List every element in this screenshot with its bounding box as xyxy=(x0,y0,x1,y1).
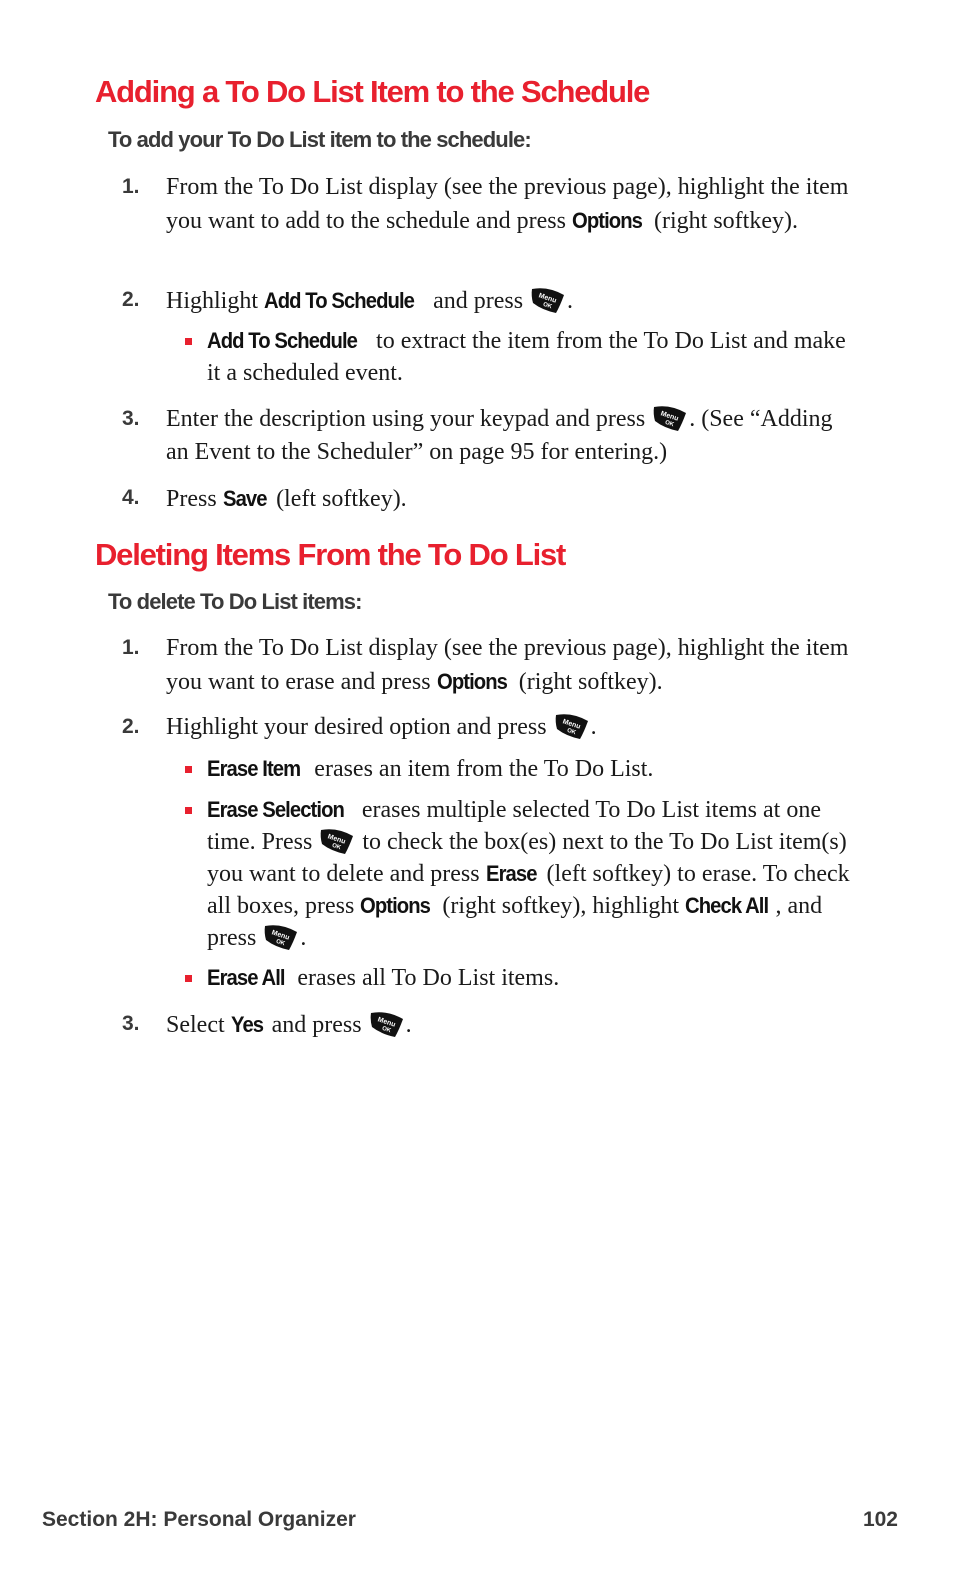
menu-ok-key-icon xyxy=(652,404,688,432)
bullet-marker xyxy=(185,807,192,814)
menu-ok-key-icon xyxy=(554,712,590,740)
bullet-text: Erase Selection erases multiple selected To Do List items at one time. Press to check the box(es) next to the To Do List item(s) you want to delete and press Erase (left softkey) to erase. To check all boxes, press Options (right softkey), highlight Check All , and press . xyxy=(207,794,857,954)
keyword: Erase Selection xyxy=(207,797,344,822)
menu-ok-key-icon xyxy=(263,923,299,951)
keyword: Save xyxy=(222,486,267,511)
keyword: Erase xyxy=(485,861,537,886)
step-text: From the To Do List display (see the previous page), highlight the item you want to erase and press Options (right softkey). xyxy=(166,632,856,699)
keyword: Options xyxy=(571,208,642,233)
keyword: Add To Schedule xyxy=(264,288,415,313)
step-number: 2. xyxy=(122,715,140,738)
step-number: 4. xyxy=(122,486,140,509)
bullet-text: Erase All erases all To Do List items. xyxy=(207,962,857,994)
section-heading-delete-items: Deleting Items From the To Do List xyxy=(95,537,566,572)
footer-section-title: Section 2H: Personal Organizer xyxy=(42,1508,356,1531)
bullet-marker xyxy=(185,766,192,773)
keyword: Erase Item xyxy=(207,756,301,781)
step-text: From the To Do List display (see the previous page), highlight the item you want to add to the schedule and press Options (right softkey). xyxy=(166,171,856,238)
section-heading-add-to-schedule: Adding a To Do List Item to the Schedule xyxy=(95,74,650,109)
step-number: 2. xyxy=(122,288,140,311)
menu-ok-key-icon xyxy=(530,286,566,314)
step-text: Press Save (left softkey). xyxy=(166,482,856,516)
menu-ok-key-icon xyxy=(369,1010,405,1038)
menu-ok-key-icon xyxy=(319,827,355,855)
section-intro: To add your To Do List item to the schedule: xyxy=(108,127,531,152)
step-text: Select Yes and press . xyxy=(166,1008,856,1042)
step-number: 1. xyxy=(122,175,140,198)
step-number: 1. xyxy=(122,636,140,659)
keyword: Yes xyxy=(230,1012,263,1037)
step-text: Highlight Add To Schedule and press . xyxy=(166,284,856,318)
step-text: Enter the description using your keypad and press . (See “Adding an Event to the Scheduler” on page 95 for entering.) xyxy=(166,406,833,465)
bullet-marker xyxy=(185,338,192,345)
keyword: Check All xyxy=(685,893,769,918)
step-number: 3. xyxy=(122,1012,140,1035)
keyword: Erase All xyxy=(207,965,285,990)
bullet-text: Erase Item erases an item from the To Do List. xyxy=(207,753,857,785)
bullet-marker xyxy=(185,975,192,982)
section-intro: To delete To Do List items: xyxy=(108,589,362,614)
keyword: Options xyxy=(436,669,507,694)
step-text: Highlight your desired option and press . xyxy=(166,714,597,740)
footer-page-number: 102 xyxy=(862,1508,898,1531)
bullet-text: Add To Schedule to extract the item from the To Do List and make it a scheduled event. xyxy=(207,325,857,389)
step-number: 3. xyxy=(122,407,140,430)
keyword: Options xyxy=(360,893,431,918)
keyword: Add To Schedule xyxy=(207,328,358,353)
